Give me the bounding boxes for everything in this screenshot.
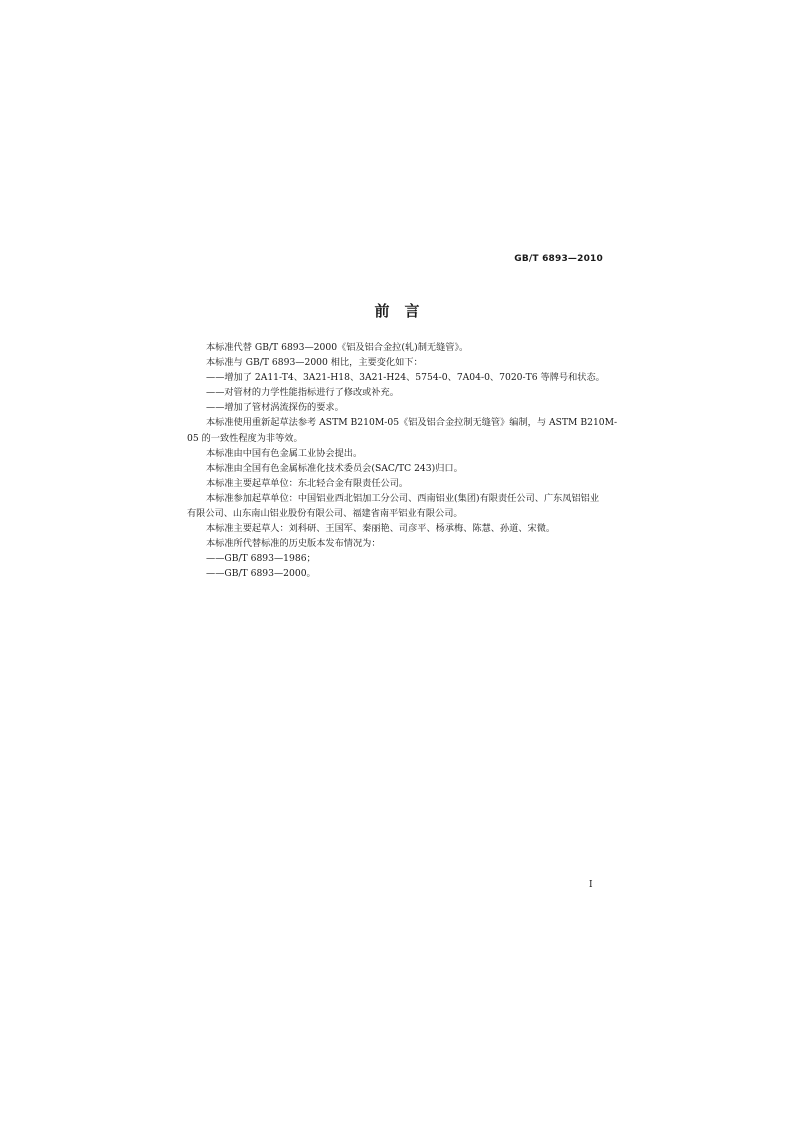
list-item-change-1: ——增加了 2A11-T4、3A21-H18、3A21-H24、5754-0、7A04-0、7020-T6 等牌号和状态。 — [206, 372, 605, 384]
list-item-change-3: ——增加了管材涡流探伤的要求。 — [206, 402, 344, 414]
paragraph-drafting-method-cont: 05 的一致性程度为非等效。 — [187, 432, 303, 444]
page-title: 前 言 — [374, 302, 420, 320]
page-number: I — [589, 880, 593, 890]
preface-body — [187, 340, 618, 582]
paragraph-replaces: 本标准代替 GB/T 6893—2000《铝及铝合金拉(轧)制无缝管》。 — [206, 342, 469, 353]
paragraph-main-drafter-unit: 本标准主要起草单位：东北轻合金有限责任公司。 — [206, 477, 409, 489]
list-item-history-1: ——GB/T 6893—1986； — [206, 553, 316, 565]
paragraph-drafting-method: 本标准使用重新起草法参考 ASTM B210M-05《铝及铝合金拉制无缝管》编制，与 ASTM B210M- — [206, 417, 618, 429]
paragraph-changes-intro: 本标准与 GB/T 6893—2000 相比，主要变化如下： — [206, 357, 423, 369]
list-item-change-2: ——对管材的力学性能指标进行了修改或补充。 — [206, 387, 399, 399]
paragraph-administered-by: 本标准由全国有色金属标准化技术委员会(SAC/TC 243)归口。 — [206, 462, 463, 474]
standard-code: GB/T 6893—2010 — [514, 254, 603, 264]
list-item-history-2: ——GB/T 6893—2000。 — [206, 568, 316, 580]
paragraph-participating-units: 本标准参加起草单位：中国铝业西北铝加工分公司、西南铝业(集团)有限责任公司、广东凤铝铝业 — [206, 492, 600, 504]
paragraph-main-drafters: 本标准主要起草人：刘科研、王国军、秦丽艳、司彦平、杨承梅、陈慧、孙道、宋微。 — [206, 523, 556, 535]
paragraph-history-intro: 本标准所代替标准的历史版本发布情况为： — [206, 538, 381, 550]
paragraph-proposed-by: 本标准由中国有色金属工业协会提出。 — [206, 447, 363, 459]
paragraph-participating-units-cont: 有限公司、山东南山铝业股份有限公司、福建省南平铝业有限公司。 — [187, 508, 463, 520]
